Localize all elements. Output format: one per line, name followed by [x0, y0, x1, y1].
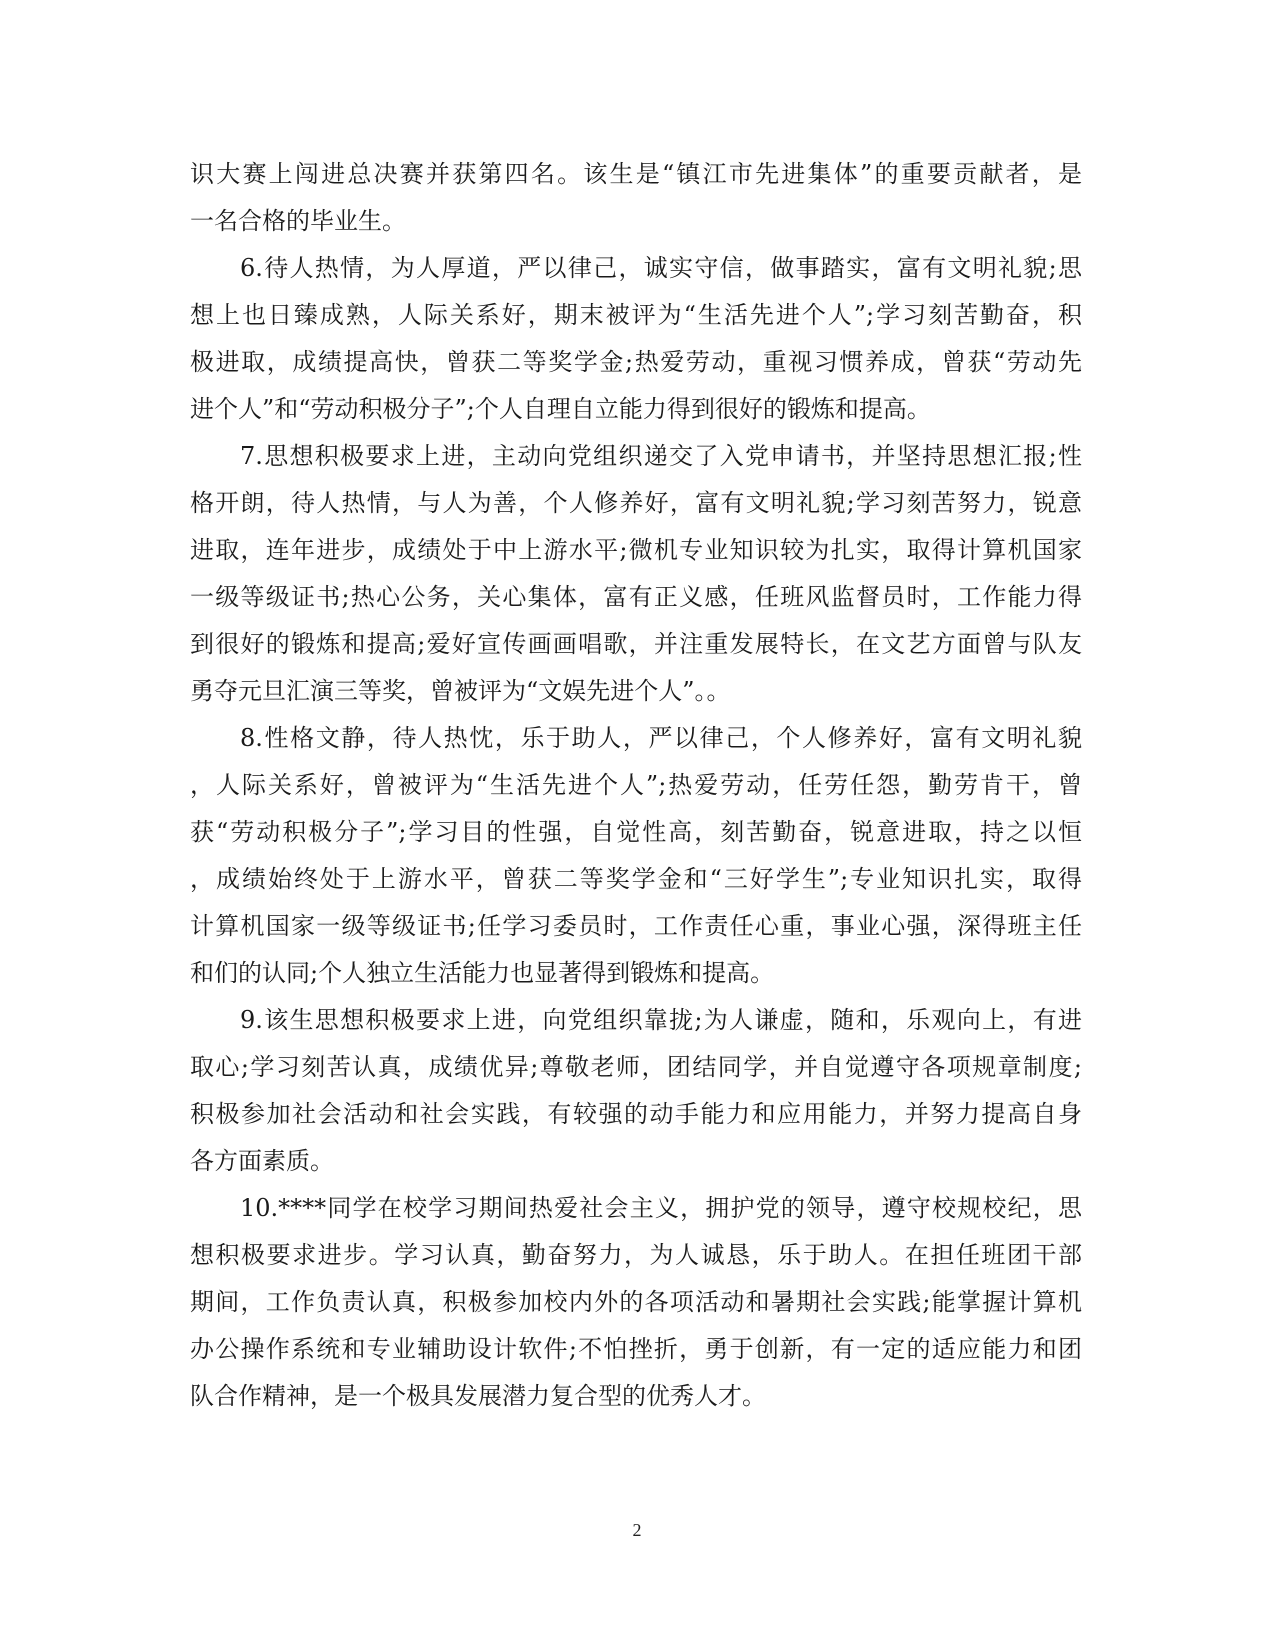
paragraph-9	[190, 1002, 1082, 1179]
text-line: 想上也日臻成熟，人际关系好，期末被评为“生活先进个人”;学习刻苦勤奋，积	[190, 301, 1082, 329]
page-number: 2	[632, 1520, 642, 1540]
text-line: 勇夺元旦汇演三等奖，曾被评为“文娱先进个人”。。	[190, 677, 731, 705]
paragraph-8	[190, 720, 1082, 991]
text-line: 取心;学习刻苦认真，成绩优异;尊敬老师，团结同学，并自觉遵守各项规章制度;	[190, 1053, 1082, 1081]
text-line: 格开朗，待人热情，与人为善，个人修养好，富有文明礼貌;学习刻苦努力，锐意	[190, 489, 1082, 517]
paragraph-10	[190, 1190, 1082, 1414]
text-line: 获“劳动积极分子”;学习目的性强，自觉性高，刻苦勤奋，锐意进取，持之以恒	[190, 818, 1082, 846]
text-line: ，成绩始终处于上游水平，曾获二等奖学金和“三好学生”;专业知识扎实，取得	[190, 865, 1082, 893]
paragraph-6	[190, 250, 1082, 427]
text-line: 6.待人热情，为人厚道，严以律己，诚实守信，做事踏实，富有文明礼貌;思	[240, 254, 1082, 282]
paragraph-5-continuation	[190, 156, 1082, 239]
text-line: 一级等级证书;热心公务，关心集体，富有正义感，任班风监督员时，工作能力得	[190, 583, 1082, 611]
text-line: 9.该生思想积极要求上进，向党组织靠拢;为人谦虚，随和，乐观向上，有进	[240, 1006, 1082, 1034]
text-line: 8.性格文静，待人热忱，乐于助人，严以律己，个人修养好，富有文明礼貌	[240, 724, 1082, 752]
text-line: 7.思想积极要求上进，主动向党组织递交了入党申请书，并坚持思想汇报;性	[240, 442, 1082, 470]
text-line: 队合作精神，是一个极具发展潜力复合型的优秀人才。	[190, 1382, 766, 1410]
paragraph-7	[190, 438, 1082, 709]
text-line: 极进取，成绩提高快，曾获二等奖学金;热爱劳动，重视习惯养成，曾获“劳动先	[190, 348, 1082, 376]
text-line: 到很好的锻炼和提高;爱好宣传画画唱歌，并注重发展特长，在文艺方面曾与队友	[190, 630, 1082, 658]
document-body	[190, 156, 1082, 1425]
text-line: 期间，工作负责认真，积极参加校内外的各项活动和暑期社会实践;能掌握计算机	[190, 1288, 1082, 1316]
text-line: 各方面素质。	[190, 1147, 334, 1175]
text-line: 和们的认同;个人独立生活能力也显著得到锻炼和提高。	[190, 959, 775, 987]
text-line: 计算机国家一级等级证书;任学习委员时，工作责任心重，事业心强，深得班主任	[190, 912, 1082, 940]
text-line: 办公操作系统和专业辅助设计软件;不怕挫折，勇于创新，有一定的适应能力和团	[190, 1335, 1082, 1363]
text-line: 积极参加社会活动和社会实践，有较强的动手能力和应用能力，并努力提高自身	[190, 1100, 1082, 1128]
text-line: 进个人”和“劳动积极分子”;个人自理自立能力得到很好的锻炼和提高。	[190, 395, 931, 423]
text-line: 识大赛上闯进总决赛并获第四名。该生是“镇江市先进集体”的重要贡献者，是	[190, 160, 1082, 188]
text-line: 想积极要求进步。学习认真，勤奋努力，为人诚恳，乐于助人。在担任班团干部	[190, 1241, 1082, 1269]
text-line: 一名合格的毕业生。	[190, 207, 406, 235]
text-line: ，人际关系好，曾被评为“生活先进个人”;热爱劳动，任劳任怨，勤劳肯干，曾	[190, 771, 1082, 799]
text-line: 进取，连年进步，成绩处于中上游水平;微机专业知识较为扎实，取得计算机国家	[190, 536, 1082, 564]
text-line: 10.****同学在校学习期间热爱社会主义，拥护党的领导，遵守校规校纪，思	[240, 1194, 1082, 1222]
